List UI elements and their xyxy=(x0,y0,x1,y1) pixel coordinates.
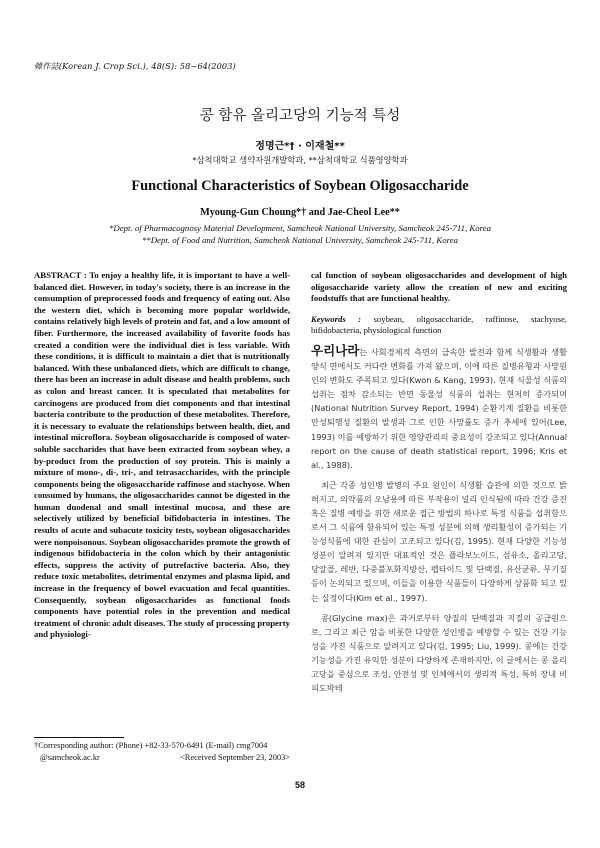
received-date: <Received September 23, 2003> xyxy=(180,752,290,762)
affiliation-food-nutrition: **Dept. of Food and Nutrition, Samcheok National University, Samcheok 245-711, Korea xyxy=(141,235,459,245)
affiliations-korean: *삼척대학교 생약자원개발학과, **삼척대학교 식품영양학과 xyxy=(192,155,408,165)
body-paragraph-1 xyxy=(311,344,567,472)
lead-word: 우리나라 xyxy=(311,342,360,358)
footnote xyxy=(34,740,290,763)
body-paragraph-2: 최근 각종 성인병 발병의 주요 원인이 식생활 습관에 의한 것으로 밝혀지고, 의약품의 오남용에 따른 부작용이 널리 인식됨에 따라 건강 증진 혹은 질병 예방을 위한 새로운 접근 방법의 하나로 특정 식품을 섭취함으로서 그 식품에 함유되어 있는 특정 성분에 의해 생리활성이 증가되는 기능성식품에 대한 관심이 고조되고 있다(김, 1995). 현재 다양한 기능성 성분이 알려져 있지만 대표적인 것은 플라보노이드, 섬유소, 올리고당, 당알콜, 레반, 다중불포화지방산, 펩타이드 및 단백질, 유산균류, 무기질 등이 논의되고 있으며, 이들을 이용한 식품들이 다양하게 상품화 되고 있는 실정이다(Kim et al., 1997). xyxy=(311,479,567,603)
body-paragraph-3: 콩(Glycine max)은 과거로부터 양질의 단백질과 지질의 공급원으로, 그리고 최근 암을 비롯한 다양한 성인병을 예방할 수 있는 건강 기능성을 가진 식품으로 알려지고 있다(김, 1995; Liu, 1999). 콩에는 건강 기능성을 가진 유익한 성분이 다양하게 존재하지만, 이 글에서는 콩 올리고당을 중심으로 조성, 안전성 및 인체에서의 생리적 특성, 특히 장내 비피도박테 xyxy=(311,612,567,694)
paragraph-1-text: 는 사회경제적 측면의 급속한 발전과 함께 식생활과 생활양식 면에서도 커다란 변화를 가져 왔으며, 이에 따른 질병유형과 사망원인의 변화도 주목되고 있다(Kwon & Kang, 1993). 현재 식물성 식품의 섭취는 점차 감소되는 반면 동물성 식품의 섭취는 현저히 증가되며(National Nutrition Survey Report, 1994) 순환기계 질환을 비롯한 만성퇴행성 질환의 발생과 그로 인한 사망률도 증가 추세에 있어(Lee, 1993) 이를 예방하기 위한 영양관리의 중요성이 강조되고 있다(Annual report on the cause of death statistical report, 1996; Kris et al., 1988). xyxy=(311,346,567,470)
footnote-email-domain: @samcheok.ac.kr xyxy=(40,752,100,762)
keywords-text: soybean, oligosaccharide, raffinose, stachyose, bifidobacteria, physiological function xyxy=(311,313,567,336)
authors-english: Myoung-Gun Choung*† and Jae-Cheol Lee** xyxy=(200,207,400,218)
right-column xyxy=(311,270,567,695)
keywords-label: Keywords : xyxy=(311,313,362,324)
keywords xyxy=(311,314,567,337)
title-english: Functional Characteristics of Soybean Oligosaccharide xyxy=(131,178,469,194)
left-column xyxy=(34,270,290,641)
abstract-text: To enjoy a healthy life, it is important to have a well-balanced diet. However, in today's society, there is an increase in the consumption of preprocessed foods and frequency of eating out. Also the western diet, which is becoming more popular worldwide, contains relatively high levels of protein and fat, and a low amount of fiber. Furthermore, the increased availability of favorite foods has created a condition were the individual diet is less variable. With these conditions, it is difficult to maintain a diet that is nutritionally balanced. With these unbalanced diets, which are difficult to change, there has been an increase in adult disease and health problems, such as colon and breast cancer. It is speculated that metabolites for carcinogens are produced from diet components and that intestinal bacteria contribute to the production of these metabolites. Therefore, it is necessary to evaluate the relationships between health, diet, and intestinal microflora. Soybean oligosaccharide is composed of water-soluble saccharides that have been extracted from soybean whey, a by-product from the production of soy protein. This is mainly a mixture of mono-, di-, tri-, and tetrasaccharides, with the principle components being the oligosaccharide raffinose and stachyose. When consumed by humans, the oligosaccharides cannot be digested in the human duodenal and small intestinal mucosa, and these are selectively utilized by beneficial bifidobacteria in intestines. The results of acute and subacute toxicity tests, soybean oligosaccharides were nonpoisonous. Soybean oligosaccharides promote the growth of indigenous bifidobacteria in the colon which by their antagonistic effects, suppress the activity of putrefactive bacteria. Also, they reduce toxic metabolites, detrimental enzymes and plasma lipid, and increase in the frequency of bowel evacuation and fecal quantities. Consequently, soybean oligosaccharides as functional foods components have potential roles in the prevention and medical treatment of chronic adult diseases. The study of processing property and physiologi- xyxy=(34,270,290,640)
abstract-label: ABSTRACT : xyxy=(34,270,87,280)
abstract xyxy=(34,270,290,641)
affiliation-pharmacognosy: *Dept. of Pharmacognosy Material Development, Samcheok National University, Samcheok 245-711, Korea xyxy=(108,223,492,233)
authors-korean: 정명근*† · 이재철** xyxy=(255,141,345,152)
footnote-corresponding: †Corresponding author: (Phone) +82-33-570-6491 (E-mail) cmg7004 xyxy=(34,741,268,750)
abstract-continuation: cal function of soybean oligosaccharides and development of high oligosaccharide variety allow the creation of new and exciting foodstuffs that are functional healthy. xyxy=(311,270,567,304)
journal-citation: 韓作誌(Korean J. Crop Sci.), 48(S): 58~64(2003) xyxy=(34,61,236,71)
title-korean: 콩 함유 올리고당의 기능적 특성 xyxy=(199,108,401,124)
page-number: 58 xyxy=(294,780,305,790)
footnote-divider xyxy=(34,737,124,738)
